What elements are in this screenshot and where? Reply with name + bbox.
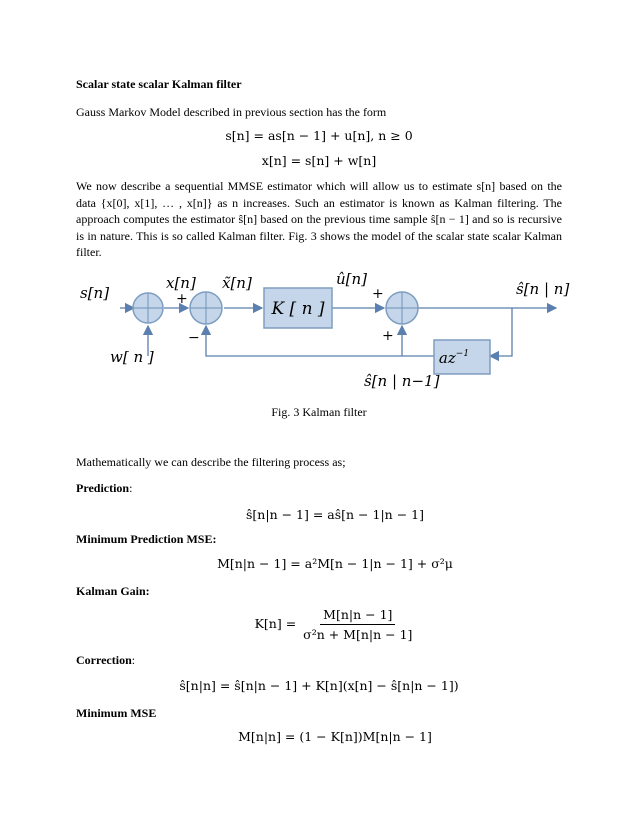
correction-heading <box>76 652 135 668</box>
correction-label: Correction <box>76 653 132 667</box>
kalman-gain-label: Kalman Gain: <box>76 584 150 598</box>
output-feedback-line <box>490 308 512 356</box>
correction-colon: : <box>131 653 136 667</box>
min-mse-equation: M[n|n] = (1 − K[n])M[n|n − 1] <box>238 729 432 744</box>
min-pred-mse-equation: M[n|n − 1] = a²M[n − 1|n − 1] + σ²μ <box>217 556 453 571</box>
summer-3 <box>386 292 418 324</box>
kalman-gain-equation <box>16 607 638 642</box>
prediction-heading <box>76 480 132 496</box>
description-paragraph: We now describe a sequential MMSE estimator which will allow us to estimate s[n] based on the data {x[0], x[1], … , x[n]} as n increases. Such an estimator is known as Kalman filtering. The approach computes the estimator ŝ[n] based on the previous time sample ŝ[n − 1] and so is recursive is in nature. This is so called Kalman filter. Fig. 3 shows the model of the scalar state scalar Kalman filter. <box>76 179 562 259</box>
plus-sign-summer3-top: + <box>372 286 384 302</box>
kalman-gain-lhs: K[n] = <box>254 616 297 631</box>
gain-box-label: K [ n ] <box>271 299 325 319</box>
summer-1 <box>133 293 163 323</box>
summer-2 <box>190 292 222 324</box>
model-equation-2: x[n] = s[n] + w[n] <box>261 153 377 168</box>
x-label: x[n] <box>166 274 196 292</box>
prediction-equation: ŝ[n|n − 1] = aŝ[n − 1|n − 1] <box>246 507 424 522</box>
plus-sign-summer1: + <box>176 291 188 307</box>
input-label: s[n] <box>80 284 110 302</box>
kalman-gain-numerator: M[n|n − 1] <box>320 607 395 625</box>
output-label: ŝ[n | n] <box>516 280 570 298</box>
intro-line: Gauss Markov Model described in previous section has the form <box>76 105 387 119</box>
kalman-gain-fraction <box>300 607 415 642</box>
noise-label: w[ n ] <box>110 348 154 366</box>
prediction-colon: : <box>129 481 133 495</box>
minus-sign-summer2: − <box>188 330 200 346</box>
prediction-label: Prediction <box>76 481 130 495</box>
u-hat-label: û[n] <box>336 270 368 288</box>
kalman-gain-denominator: σ²n + M[n|n − 1] <box>303 627 413 642</box>
kalman-filter-diagram <box>0 268 638 396</box>
model-equation-1: s[n] = as[n − 1] + u[n], n ≥ 0 <box>225 128 413 143</box>
correction-equation: ŝ[n|n] = ŝ[n|n − 1] + K[n](x[n] − ŝ[n|n − 1]) <box>179 678 459 693</box>
min-mse-label: Minimum MSE <box>76 706 157 720</box>
delay-box-label: $az^{-1}$ <box>438 349 470 367</box>
plus-sign-summer3-bottom: + <box>382 328 394 344</box>
feedback-label: ŝ[n | n−1] <box>364 372 440 390</box>
figure-caption: Fig. 3 Kalman filter <box>271 405 367 419</box>
min-pred-mse-label: Minimum Prediction MSE: <box>76 532 217 546</box>
delay-box-exponent: −1 <box>455 349 470 359</box>
section-title: Scalar state scalar Kalman filter <box>76 77 242 91</box>
x-tilde-label: x̃[n] <box>222 274 252 292</box>
summer2-feedback-line <box>206 326 402 356</box>
math-intro: Mathematically we can describe the filtering process as; <box>76 455 346 469</box>
